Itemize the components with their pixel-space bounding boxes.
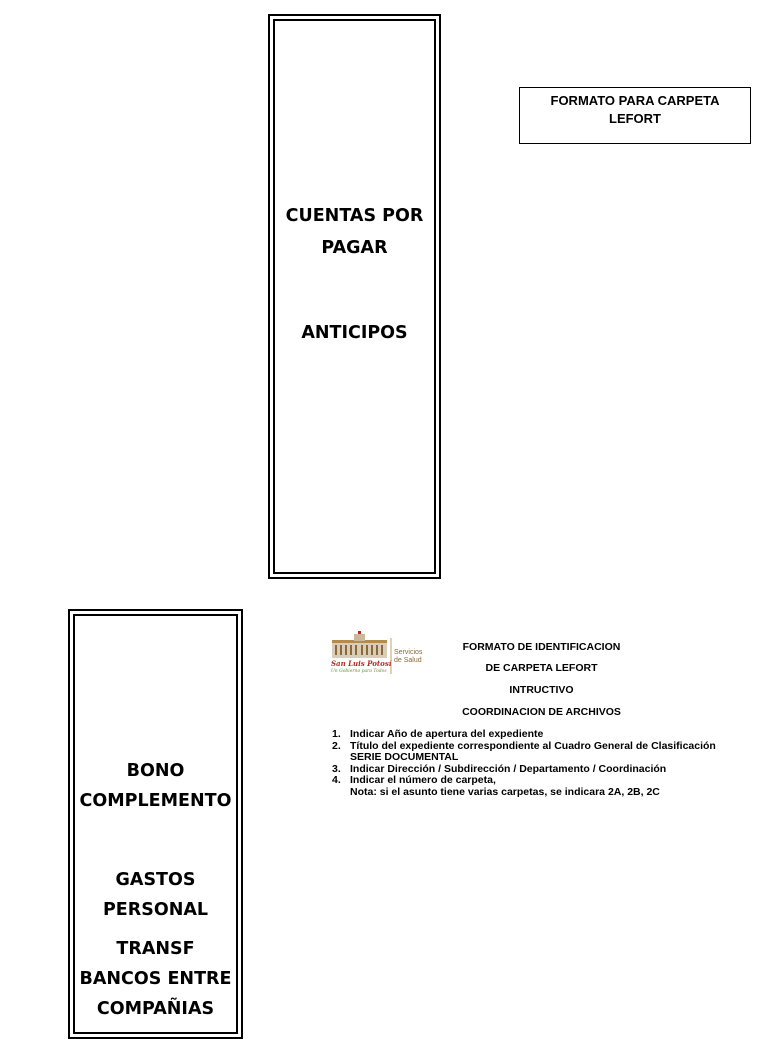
logo-text-3: Servicios bbox=[394, 649, 423, 656]
list-item bbox=[332, 729, 752, 741]
label-bottom-line-6: BANCOS ENTRE bbox=[79, 969, 232, 989]
list-item-text: Indicar el número de carpeta, bbox=[350, 774, 496, 786]
label-top-line-2: PAGAR bbox=[321, 238, 388, 258]
list-item-number bbox=[332, 787, 350, 799]
list-item-number: 3. bbox=[332, 762, 341, 775]
instructivo-title-2: DE CARPETA LEFORT bbox=[485, 662, 598, 674]
list-item-text: Nota: si el asunto tiene varias carpetas, se indicara 2A, 2B, 2C bbox=[350, 785, 660, 798]
instructivo-title-4: COORDINACION DE ARCHIVOS bbox=[462, 706, 621, 718]
list-item-number bbox=[332, 752, 350, 764]
list-item-text: Título del expediente correspondiente al Cuadro General de Clasificación bbox=[350, 739, 716, 752]
building-icon bbox=[332, 631, 387, 658]
folder-label-top-inner-border bbox=[273, 19, 436, 574]
list-item-number: 4. bbox=[332, 774, 341, 786]
formato-box-line-1: FORMATO PARA CARPETA bbox=[550, 93, 720, 108]
logo-text-1: San Luis Potosí bbox=[331, 659, 392, 668]
instructivo-title-3: INTRUCTIVO bbox=[509, 684, 574, 696]
label-bottom-line-3: GASTOS bbox=[115, 870, 196, 890]
list-item-text: SERIE DOCUMENTAL bbox=[350, 751, 459, 763]
list-item bbox=[332, 775, 752, 787]
label-bottom-line-5: TRANSF bbox=[116, 939, 195, 959]
list-item bbox=[332, 752, 752, 764]
label-bottom-line-1: BONO bbox=[126, 761, 185, 781]
folder-label-top bbox=[268, 14, 441, 579]
logo-text-2: Un Gobierno para Todos bbox=[331, 669, 387, 674]
folder-label-bottom-inner-border bbox=[73, 614, 238, 1034]
label-bottom-line-2: COMPLEMENTO bbox=[79, 791, 232, 811]
folder-label-bottom bbox=[68, 609, 243, 1039]
label-bottom-line-7: COMPAÑIAS bbox=[96, 999, 215, 1019]
list-item-text: Indicar Año de apertura del expediente bbox=[350, 728, 544, 740]
logo-text-4: de Salud bbox=[394, 657, 422, 664]
instructions-list bbox=[332, 729, 752, 798]
list-item bbox=[332, 787, 752, 799]
instructivo-title-1: FORMATO DE IDENTIFICACION bbox=[462, 641, 621, 653]
list-item-text: Indicar Dirección / Subdirección / Departamento / Coordinación bbox=[350, 762, 667, 775]
list-item-number: 2. bbox=[332, 739, 341, 752]
label-top-line-1: CUENTAS POR bbox=[285, 206, 424, 226]
label-top-line-3: ANTICIPOS bbox=[301, 323, 408, 343]
list-item-number: 1. bbox=[332, 728, 341, 740]
formato-carpeta-box bbox=[519, 87, 751, 144]
formato-box-line-2: LEFORT bbox=[609, 111, 661, 126]
label-bottom-line-4: PERSONAL bbox=[102, 900, 209, 920]
